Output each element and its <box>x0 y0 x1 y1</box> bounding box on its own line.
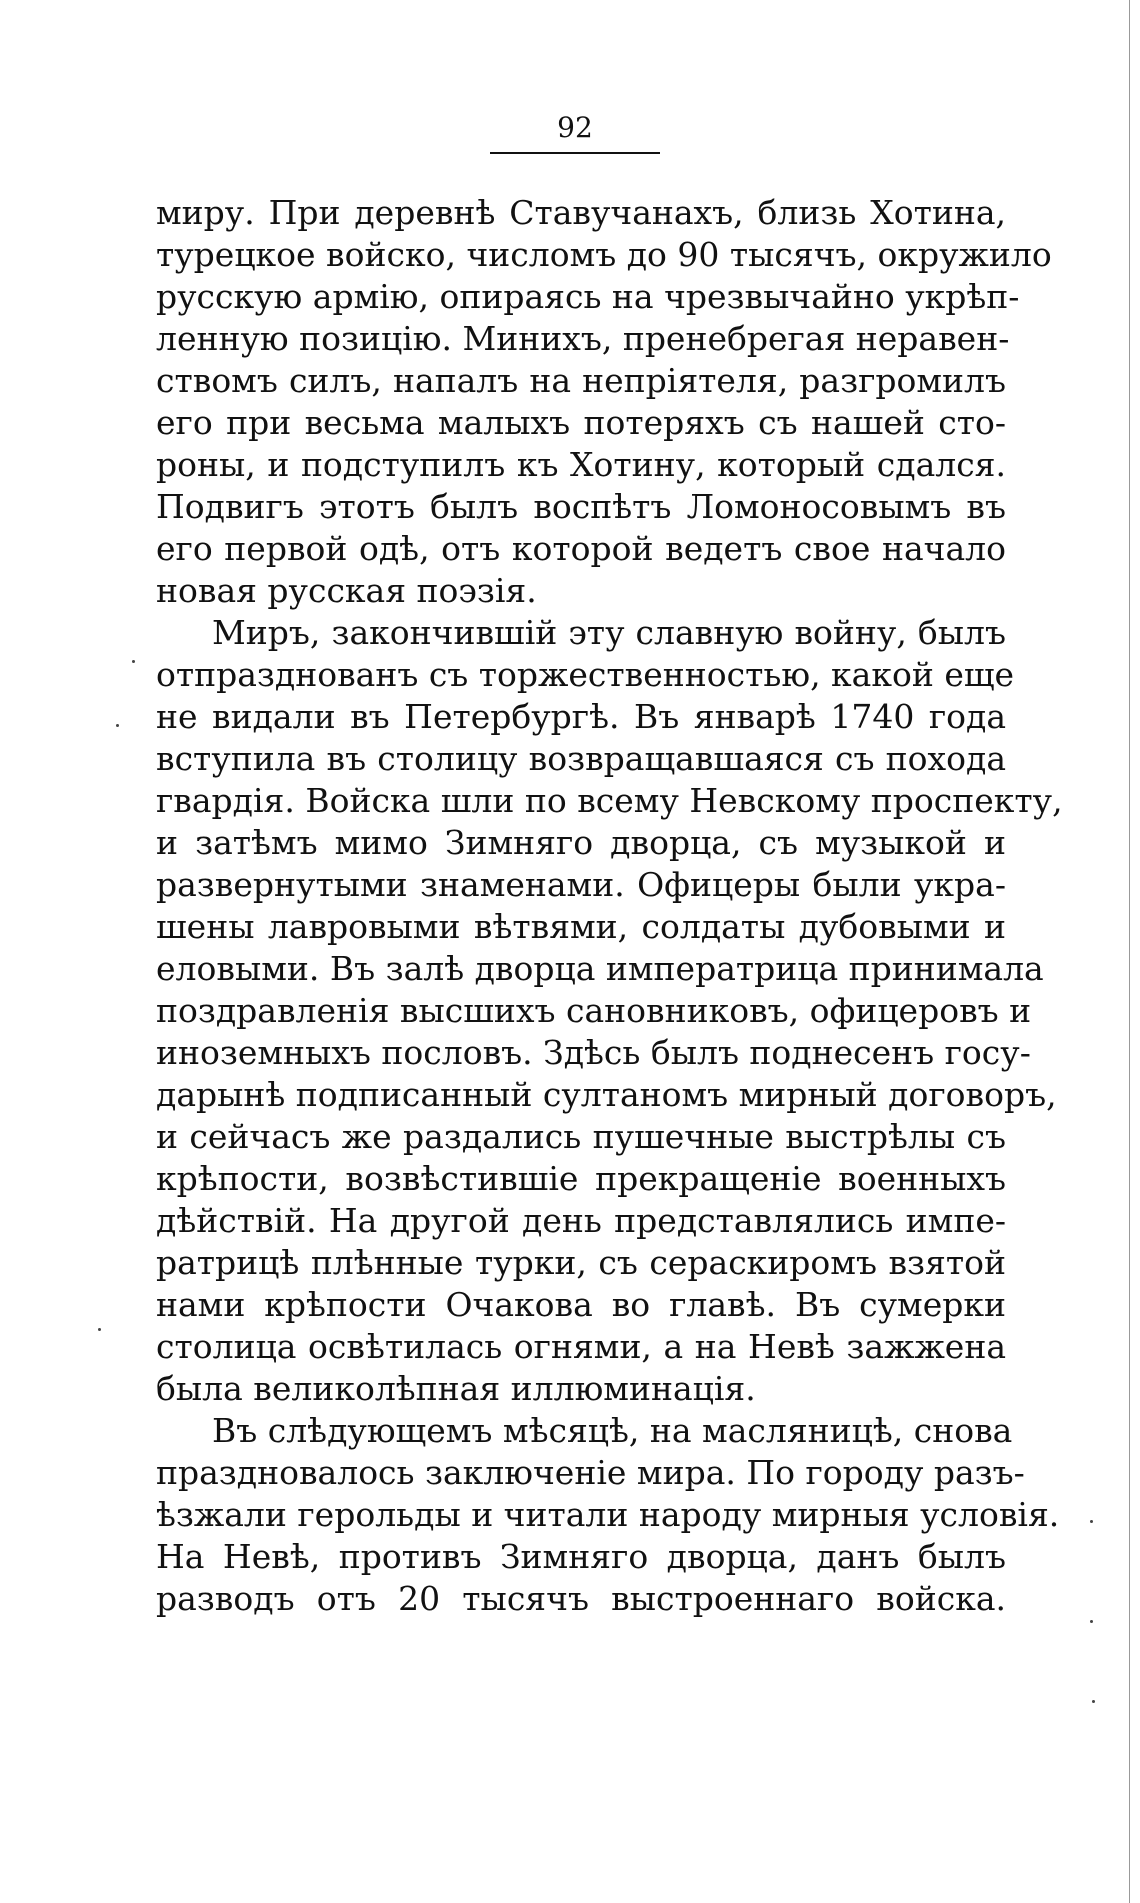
scan-speck <box>116 724 119 727</box>
text-line: и сейчасъ же раздались пушечные выстрѣлы съ <box>156 1117 1006 1156</box>
text-line: Миръ, закончившій эту славную войну, былъ <box>212 613 1006 652</box>
scan-speck <box>1090 1520 1093 1523</box>
text-line: дарынѣ подписанный султаномъ мирный договоръ, <box>156 1075 1057 1114</box>
text-line: ѣзжали герольды и читали народу мирныя условія. <box>156 1495 1060 1534</box>
text-line: еловыми. Въ залѣ дворца императрица принимала <box>156 949 1044 988</box>
text-line: Въ слѣдующемъ мѣсяцѣ, на масляницѣ, снова <box>212 1411 1013 1450</box>
text-line: На Невѣ, противъ Зимняго дворца, данъ былъ <box>156 1537 1006 1576</box>
page-number-rule <box>490 152 660 154</box>
text-line: поздравленія высшихъ сановниковъ, офицеровъ и <box>156 991 1032 1030</box>
text-line: ленную позицію. Минихъ, пренебрегая неравен- <box>156 319 1010 358</box>
text-line: шены лавровыми вѣтвями, солдаты дубовыми и <box>156 907 1006 946</box>
scan-speck <box>132 660 135 663</box>
text-line: праздновалось заключеніе мира. По городу разъ- <box>156 1453 1025 1492</box>
text-line: не видали въ Петербургѣ. Въ январѣ 1740 года <box>156 697 1006 736</box>
page-binding-edge <box>1129 0 1140 1903</box>
text-line: русскую армію, опираясь на чрезвычайно укрѣп- <box>156 277 1020 316</box>
text-line: дѣйствій. На другой день представлялись импе- <box>156 1201 1006 1240</box>
text-line: была великолѣпная иллюминація. <box>156 1369 756 1408</box>
text-line: разводъ отъ 20 тысячъ выстроеннаго войска. <box>156 1579 1006 1618</box>
text-line: турецкое войско, числомъ до 90 тысячъ, окружило <box>156 235 1052 274</box>
text-line: отпразднованъ съ торжественностью, какой еще <box>156 655 1015 694</box>
page-number: 92 <box>557 111 593 144</box>
text-line: Подвигъ этотъ былъ воспѣтъ Ломоносовымъ въ <box>156 487 1006 526</box>
text-line: гвардія. Войска шли по всему Невскому проспекту, <box>156 781 1063 820</box>
text-line: его первой одѣ, отъ которой ведетъ свое начало <box>156 529 1006 568</box>
text-line: нами крѣпости Очакова во главѣ. Въ сумерки <box>156 1285 1006 1324</box>
text-line: ратрицѣ плѣнные турки, съ сераскиромъ взятой <box>156 1243 1006 1282</box>
text-body <box>156 192 1063 1620</box>
text-line: ствомъ силъ, напалъ на непріятеля, разгромилъ <box>156 361 1006 400</box>
text-line: крѣпости, возвѣстившіе прекращеніе военныхъ <box>156 1159 1006 1198</box>
text-line: новая русская поэзія. <box>156 571 537 610</box>
paragraph-1 <box>156 192 1052 612</box>
text-line: и затѣмъ мимо Зимняго дворца, съ музыкой и <box>156 823 1006 862</box>
text-line: роны, и подступилъ къ Хотину, который сдался. <box>156 445 1006 484</box>
text-line: иноземныхъ пословъ. Здѣсь былъ поднесенъ госу- <box>156 1033 1031 1072</box>
paragraph-3 <box>156 1410 1060 1620</box>
text-line: вступила въ столицу возвращавшаяся съ похода <box>156 739 1006 778</box>
text-line: столица освѣтилась огнями, а на Невѣ зажжена <box>156 1327 1006 1366</box>
text-line: развернутыми знаменами. Офицеры были укра- <box>156 865 1006 904</box>
scan-speck <box>98 1328 101 1331</box>
text-line: его при весьма малыхъ потеряхъ съ нашей сто- <box>156 403 1006 442</box>
scan-speck <box>1090 1620 1093 1623</box>
scan-speck <box>1092 1700 1095 1703</box>
paragraph-2 <box>156 612 1063 1410</box>
text-line: миру. При деревнѣ Ставучанахъ, близь Хотина, <box>156 193 1006 232</box>
